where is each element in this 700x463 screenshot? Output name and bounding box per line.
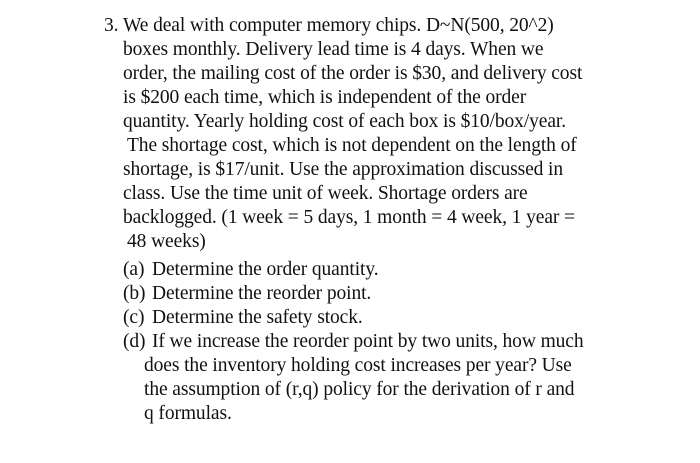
problem-line-6: The shortage cost, which is not dependent on the length of: [127, 135, 577, 156]
problem-line-8: class. Use the time unit of week. Shortage orders are: [123, 183, 528, 204]
problem-line-2: boxes monthly. Delivery lead time is 4 days. When we: [123, 39, 544, 60]
part-d-text-line-4: q formulas.: [144, 403, 232, 424]
part-b-label: (b): [123, 283, 146, 304]
part-d-text-line-2: does the inventory holding cost increases per year? Use: [144, 355, 572, 376]
problem-line-4: is $200 each time, which is independent of the order: [123, 87, 527, 108]
part-d-text-line-3: the assumption of (r,q) policy for the derivation of r and: [144, 379, 575, 400]
problem-line-5: quantity. Yearly holding cost of each box is $10/box/year.: [123, 111, 566, 132]
part-c-label: (c): [123, 307, 145, 328]
part-a-text: Determine the order quantity.: [152, 259, 379, 280]
problem-line-7: shortage, is $17/unit. Use the approximation discussed in: [123, 159, 564, 180]
part-d-text-line-1: If we increase the reorder point by two units, how much: [152, 331, 584, 352]
problem-line-3: order, the mailing cost of the order is $30, and delivery cost: [123, 63, 583, 84]
part-b-text: Determine the reorder point.: [152, 283, 372, 304]
part-d-label: (d): [123, 331, 146, 352]
problem-line-10: 48 weeks): [127, 231, 206, 252]
part-c-text: Determine the safety stock.: [152, 307, 363, 328]
part-a-label: (a): [123, 259, 145, 280]
problem-number: 3.: [104, 15, 119, 36]
problem-line-1: We deal with computer memory chips. D~N(500, 20^2): [123, 15, 554, 36]
problem-line-9: backlogged. (1 week = 5 days, 1 month = 4 week, 1 year =: [123, 207, 575, 228]
